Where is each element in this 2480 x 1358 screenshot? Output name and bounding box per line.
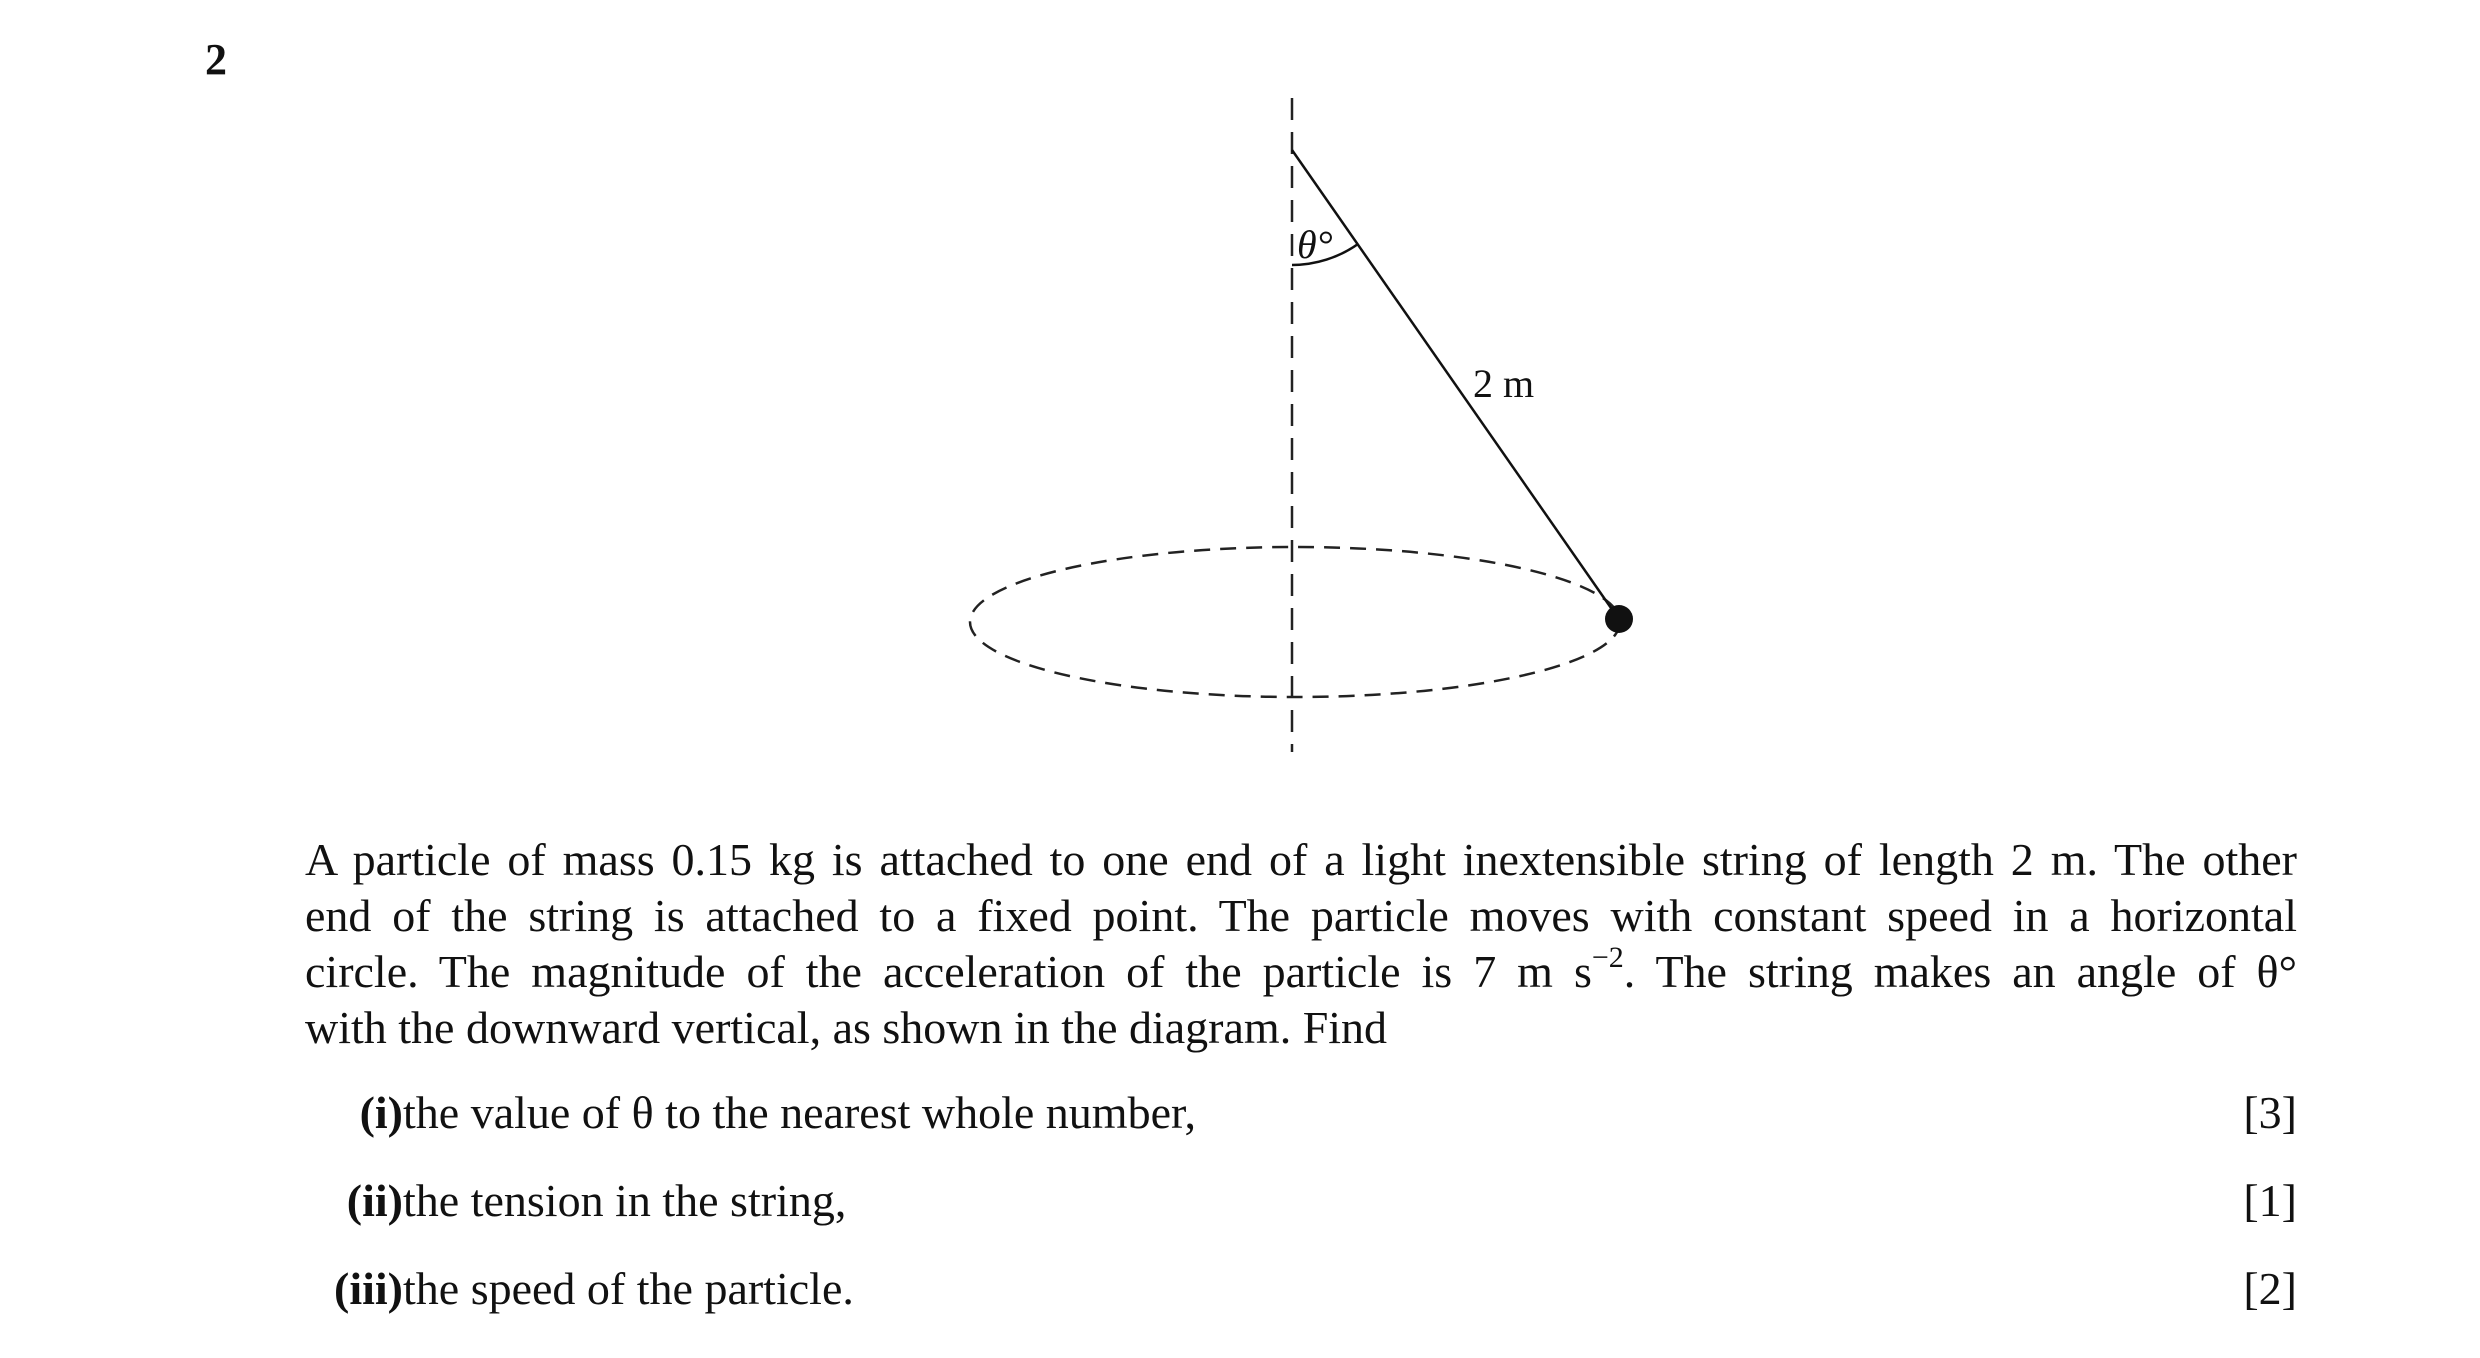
question-number: 2 xyxy=(205,35,227,84)
part-label: (ii) xyxy=(346,1175,403,1226)
stem-line-1: A particle of mass 0.15 kg is attached to one end of a light inextensible string of length 2 m. The other xyxy=(305,834,2297,885)
question-parts xyxy=(305,1085,2297,1349)
part-iii xyxy=(305,1261,2297,1349)
part-ii xyxy=(305,1173,2297,1261)
stem-line-3-start: circle. The magnitude of the acceleration of the particle is 7 m s xyxy=(305,946,1592,997)
stem-line-2: end of the string is attached to a fixed point. The particle moves with constant speed in a horizontal xyxy=(305,890,2297,941)
part-text: the value of θ to the nearest whole number, xyxy=(403,1087,1196,1138)
part-i xyxy=(305,1085,2297,1173)
angle-label: θ° xyxy=(1297,222,1333,267)
stem-line-4: with the downward vertical, as shown in the diagram. Find xyxy=(305,1002,1388,1053)
horizontal-circle-path xyxy=(970,547,1620,697)
stem-line-3 xyxy=(305,940,2297,1000)
part-marks: [2] xyxy=(2243,1263,2297,1314)
length-label: 2 m xyxy=(1473,361,1535,406)
stem-exponent: −2 xyxy=(1591,940,1624,974)
part-marks: [3] xyxy=(2243,1087,2297,1138)
part-text: the tension in the string, xyxy=(403,1175,847,1226)
part-marks: [1] xyxy=(2243,1175,2297,1226)
particle xyxy=(1605,605,1633,633)
stem-line-3-end: . The string makes an angle of θ° xyxy=(1623,946,2297,997)
part-label: (i) xyxy=(359,1087,403,1138)
question-stem xyxy=(305,832,2297,1056)
string-line xyxy=(1292,150,1618,618)
part-label: (iii) xyxy=(334,1263,403,1314)
part-text: the speed of the particle. xyxy=(403,1263,854,1314)
